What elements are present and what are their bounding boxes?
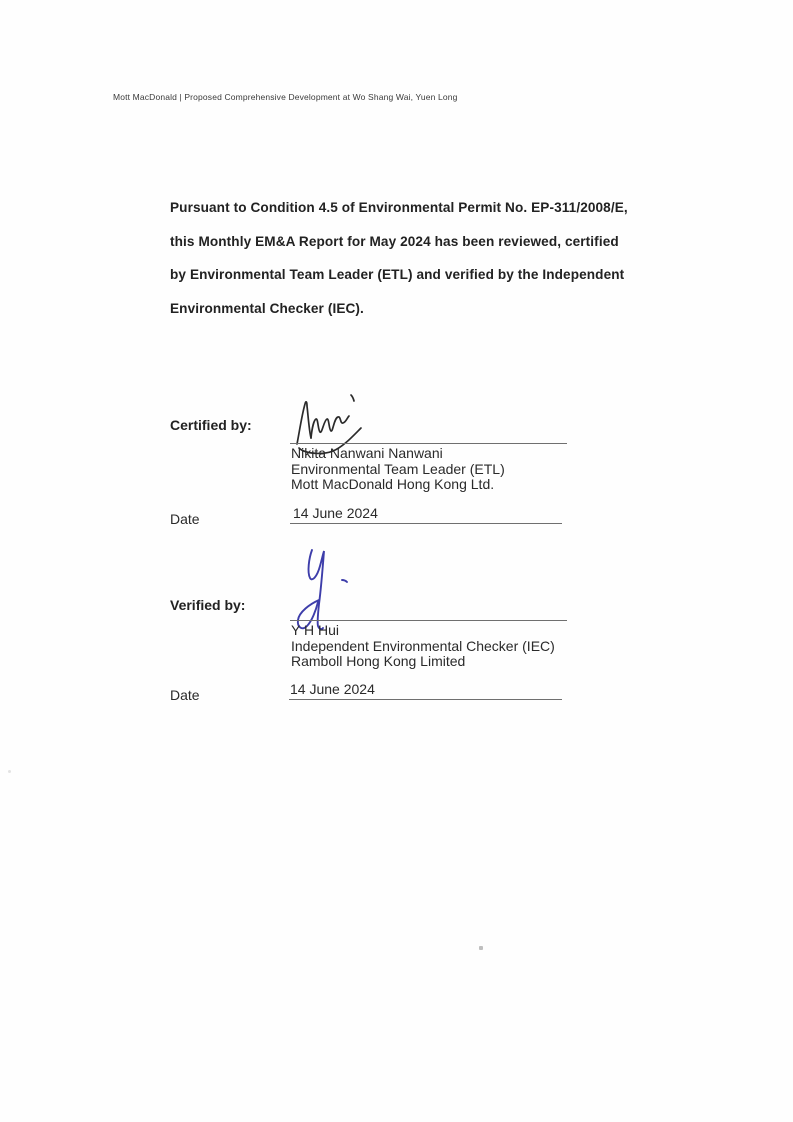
certification-statement	[170, 191, 640, 325]
scan-speck	[8, 770, 11, 773]
verified-date-line	[289, 699, 562, 700]
certified-signatory-company: Mott MacDonald Hong Kong Ltd.	[291, 476, 495, 493]
statement-line: this Monthly EM&A Report for May 2024 has been reviewed, certified	[170, 233, 619, 249]
verified-signatory-company: Ramboll Hong Kong Limited	[291, 653, 466, 670]
certified-signatory-title: Environmental Team Leader (ETL)	[291, 460, 505, 477]
statement-line: Environmental Checker (IEC).	[170, 300, 364, 316]
verified-by-label: Verified by:	[170, 597, 246, 613]
verified-signatory-block	[291, 623, 555, 670]
verified-date-label: Date	[170, 687, 200, 703]
certified-by-label: Certified by:	[170, 417, 252, 433]
certified-date-value: 14 June 2024	[293, 505, 378, 521]
document-running-header: Mott MacDonald | Proposed Comprehensive Development at Wo Shang Wai, Yuen Long	[113, 92, 458, 102]
statement-line: Pursuant to Condition 4.5 of Environmental Permit No. EP-311/2008/E,	[170, 200, 628, 215]
verified-signatory-title: Independent Environmental Checker (IEC)	[291, 637, 555, 654]
certified-signatory-name: Nikita Nanwani Nanwani	[291, 445, 443, 461]
verified-date-value: 14 June 2024	[290, 681, 375, 697]
certified-date-line	[290, 523, 562, 524]
scan-speck	[479, 946, 483, 950]
certified-signatory-block	[291, 446, 505, 493]
verified-signatory-name: Y H Hui	[291, 622, 339, 638]
certified-date-label: Date	[170, 511, 200, 527]
statement-line: by Environmental Team Leader (ETL) and verified by the Independent	[170, 267, 625, 282]
